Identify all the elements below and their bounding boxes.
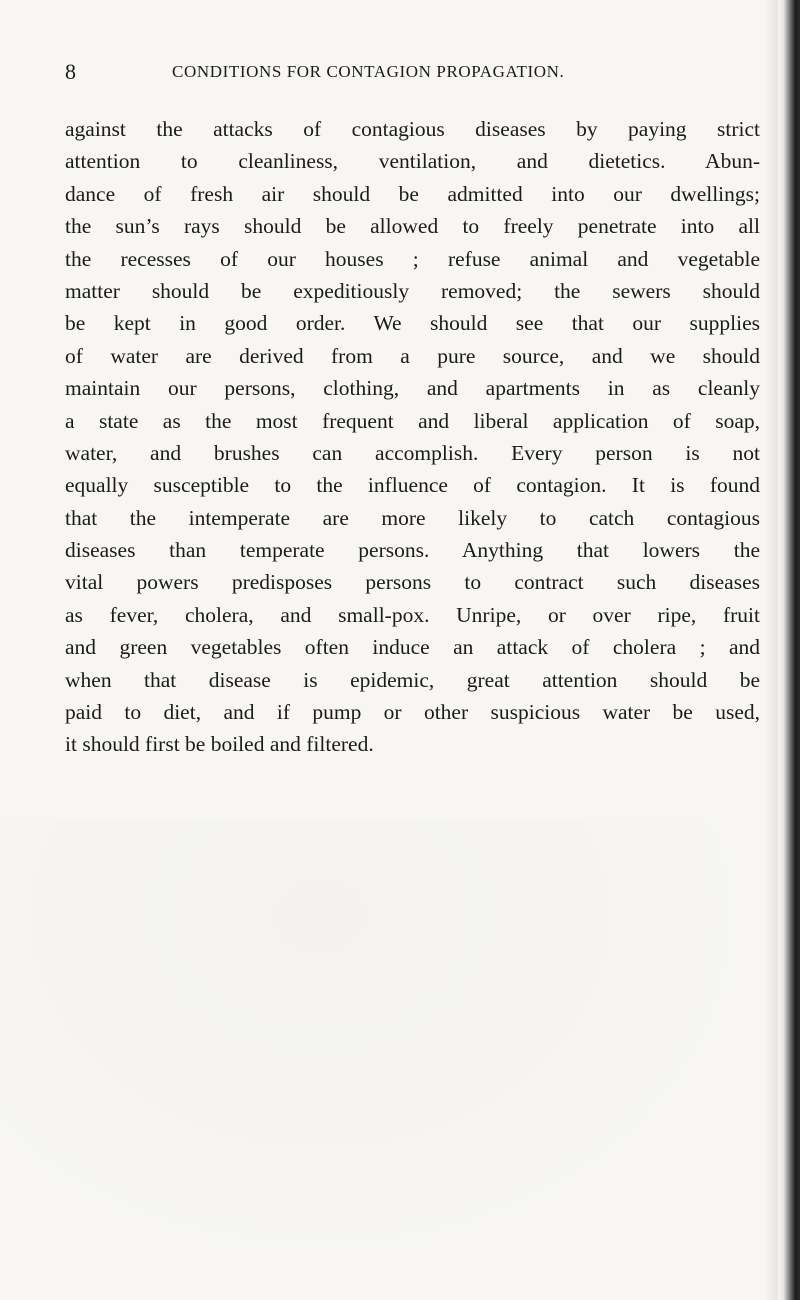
text-line: as fever, cholera, and small-pox. Unripe, or over ripe, fruit xyxy=(65,602,760,627)
text-line: of water are derived from a pure source, and we should xyxy=(65,343,760,368)
book-binding-edge xyxy=(778,0,800,1300)
text-line: equally susceptible to the influence of contagion. It is found xyxy=(65,473,760,498)
page-gutter-shadow xyxy=(764,0,778,1300)
text-line: maintain our persons, clothing, and apartments in as cleanly xyxy=(65,376,760,401)
text-line: dance of fresh air should be admitted into our dwellings; xyxy=(65,181,760,206)
text-line: paid to diet, and if pump or other suspicious water be used, xyxy=(65,700,760,725)
text-line: matter should be expeditiously removed; the sewers should xyxy=(65,278,760,303)
text-line: be kept in good order. We should see that our supplies xyxy=(65,311,760,336)
text-line: the sun’s rays should be allowed to freely penetrate into all xyxy=(65,214,760,239)
page-number: 8 xyxy=(65,59,76,84)
running-title: CONDITIONS FOR CONTAGION PROPAGATION. xyxy=(172,62,565,81)
text-line: vital powers predisposes persons to contract such diseases xyxy=(65,570,760,595)
text-line: the recesses of our houses ; refuse animal and vegetable xyxy=(65,246,760,271)
running-head xyxy=(65,58,745,86)
text-line: when that disease is epidemic, great attention should be xyxy=(65,667,760,692)
text-line: that the intemperate are more likely to catch contagious xyxy=(65,505,760,530)
body-text xyxy=(65,113,760,761)
text-line: attention to cleanliness, ventilation, and dietetics. Abun- xyxy=(65,149,760,174)
text-line: and green vegetables often induce an attack of cholera ; and xyxy=(65,635,760,660)
paper-texture xyxy=(0,820,800,1300)
text-line: a state as the most frequent and liberal application of soap, xyxy=(65,408,760,433)
text-line: diseases than temperate persons. Anything that lowers the xyxy=(65,538,760,563)
text-line: it should first be boiled and filtered. xyxy=(65,732,374,757)
text-line: against the attacks of contagious diseases by paying strict xyxy=(65,117,760,141)
text-line: water, and brushes can accomplish. Every person is not xyxy=(65,440,760,465)
